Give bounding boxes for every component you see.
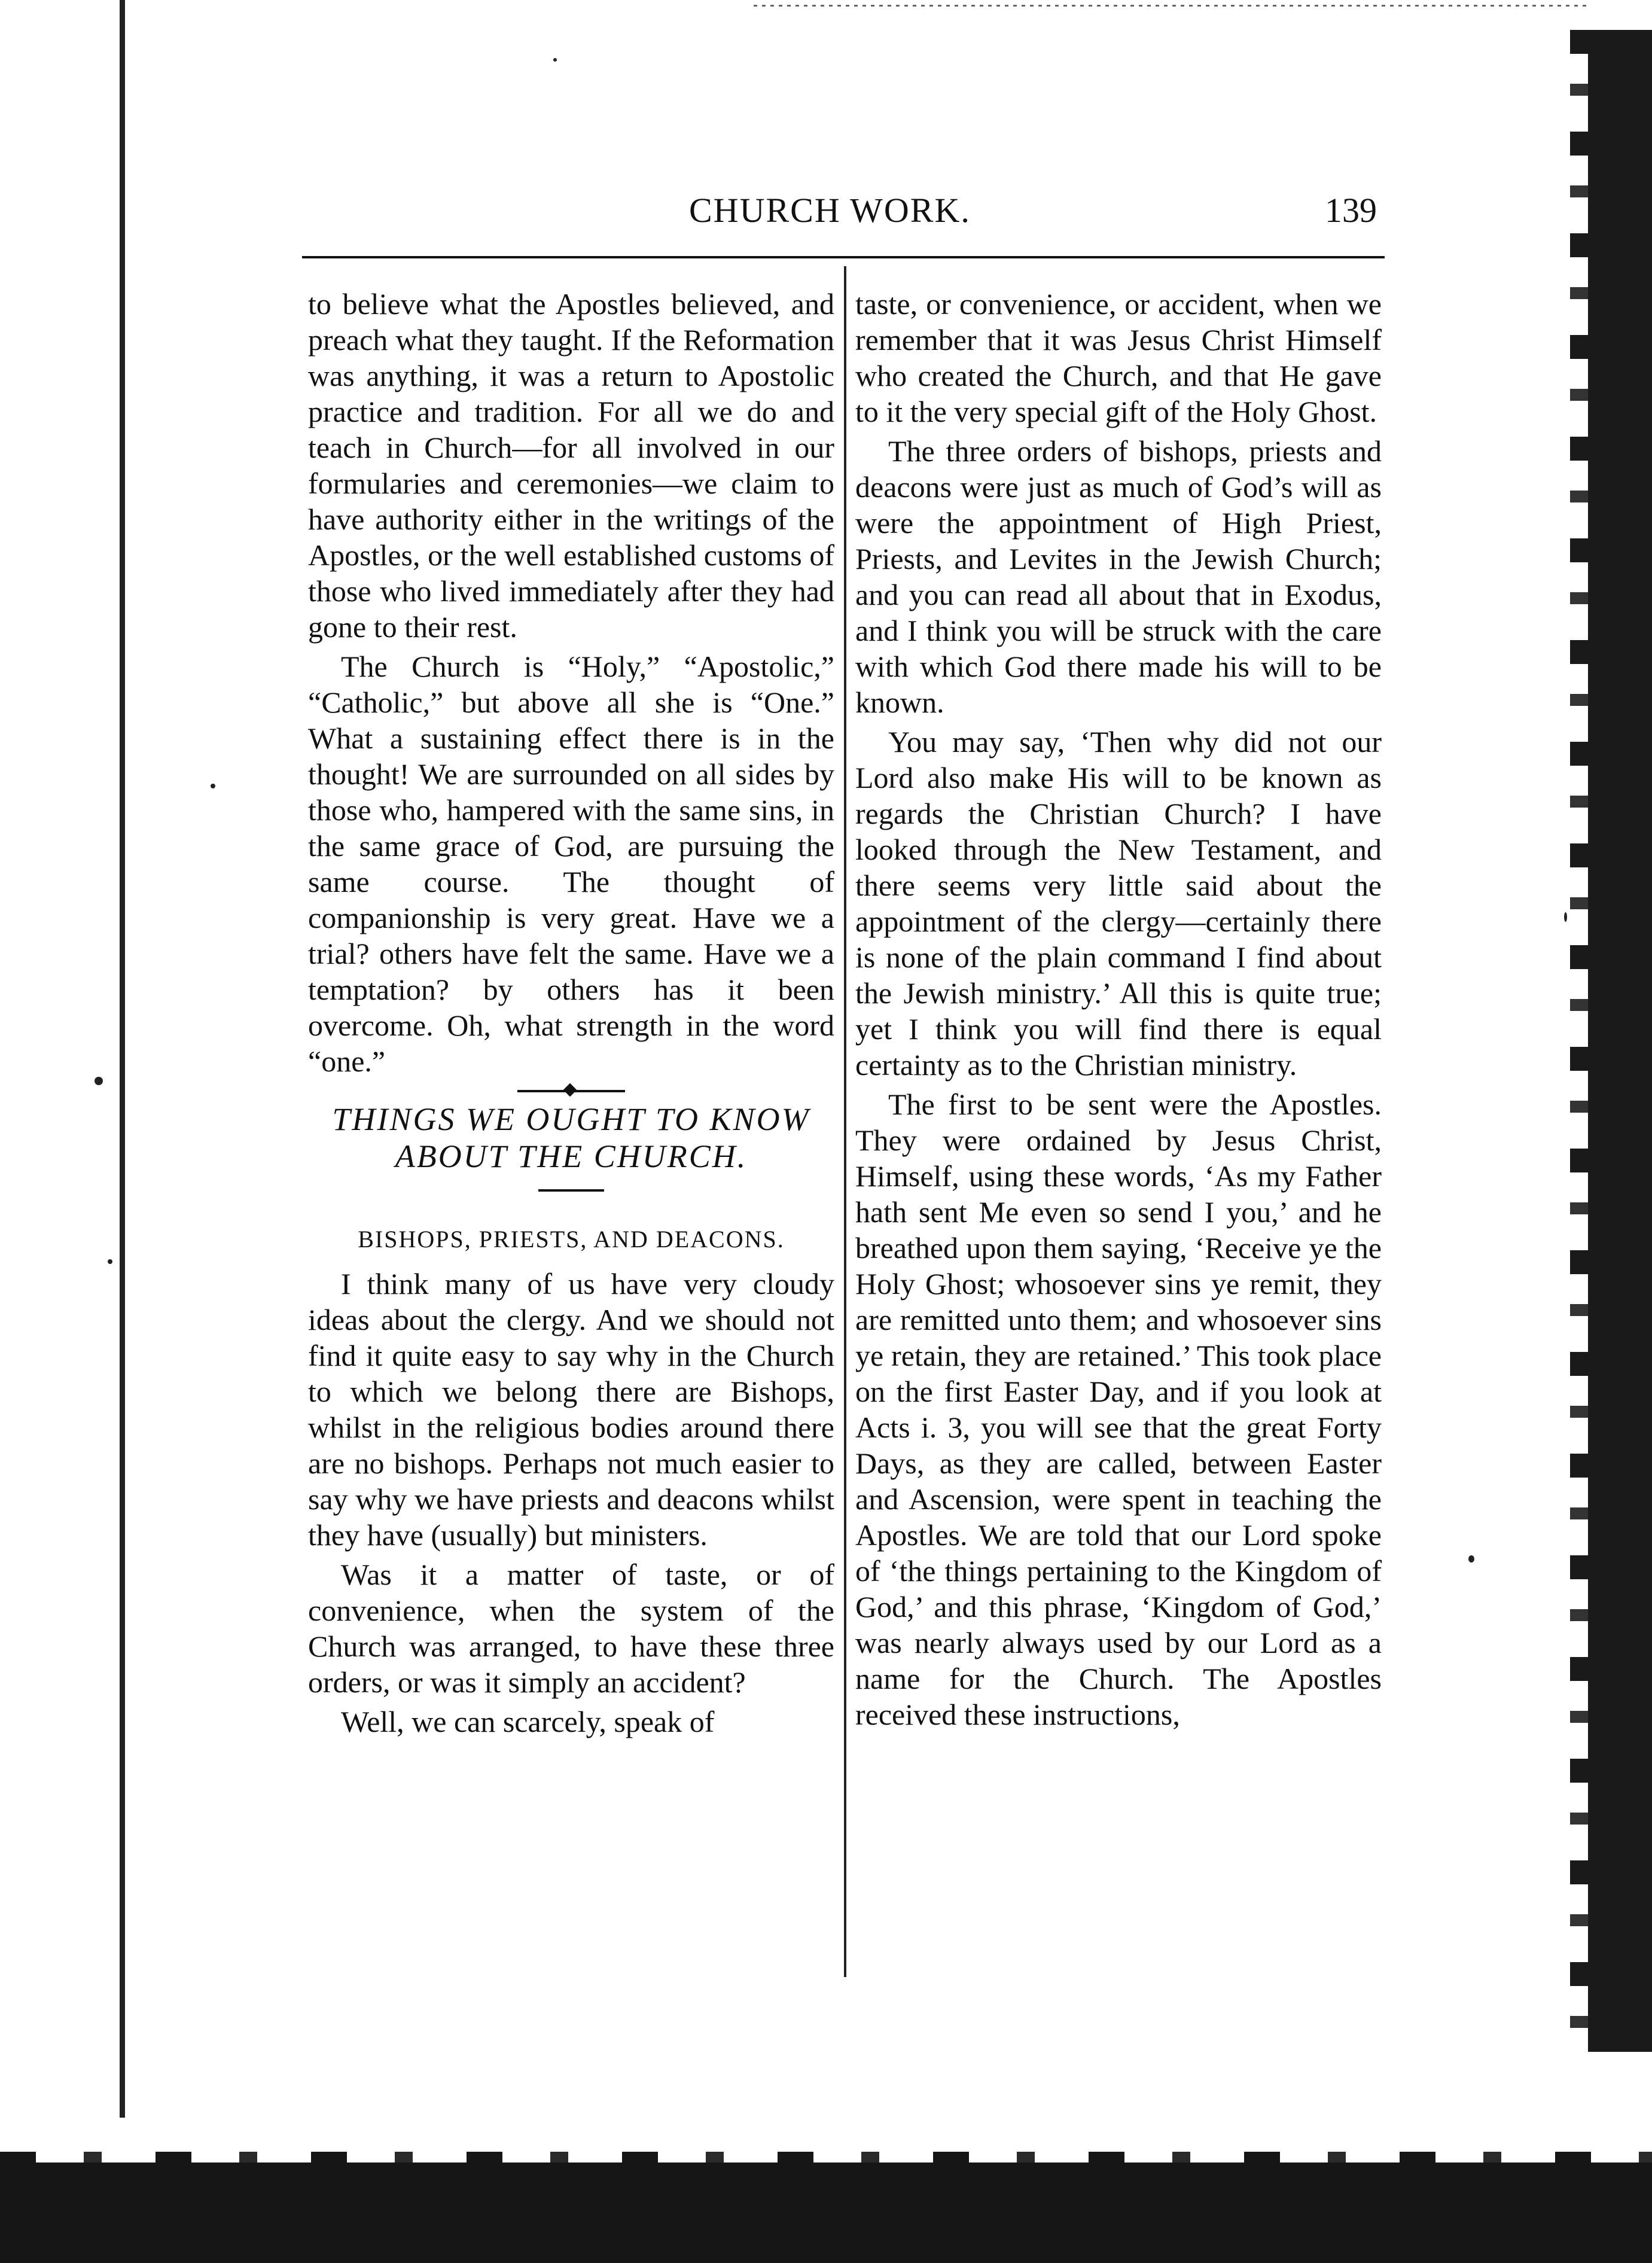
paragraph: taste, or convenience, or accident, when we remember that it was Jesus Christ Himself who created the Church, and that He gave to it the very special gift of the Holy Ghost. <box>855 287 1382 428</box>
scan-speck <box>1468 1555 1474 1563</box>
header-rule <box>302 256 1385 258</box>
running-head: CHURCH WORK. <box>689 191 971 230</box>
scan-speck <box>1564 912 1567 922</box>
scan-speck <box>95 1077 103 1085</box>
paragraph: You may say, ‘Then why did not our Lord also make His will to be known as regards the Christian Church? I have looked through the New Testament, and there seems very little said about the appointment of the clergy—certainly there is none of the plain command I find about the Jewish ministry.’ All this is quite true; yet I think you will find there is equal certainty as to the Christian ministry. <box>855 725 1382 1082</box>
paragraph: I think many of us have very cloudy ideas about the clergy. And we should not find it quite easy to say why in the Church to which we belong there are Bishops, whilst in the religious bodies around there are no bishops. Perhaps not much easier to say why we have priests and deacons whilst they have (usually) but ministers. <box>308 1267 834 1552</box>
paragraph: to believe what the Apostles believed, and preach what they taught. If the Reformation was anything, it was a return to Apostolic practice and tradition. For all we do and teach in Church—for all involved in our formularies and ceremonies—we claim to have authority either in the writings of the Apostles, or the well established customs of those who lived immediately after they had gone to their rest. <box>308 287 834 644</box>
scan-right-margin-shadow <box>1588 30 1652 2052</box>
column-divider <box>844 266 846 1977</box>
scan-bottom-margin-shadow <box>0 2163 1652 2263</box>
paragraph: The Church is “Holy,” “Apostolic,” “Catholic,” but above all she is “One.” What a sustaining effect there is in the thought! We are surrounded on all sides by those who, hampered with the same sins, in the same grace of God, are pursuing the same course. The thought of companionship is very great. Have we a trial? others have felt the same. Have we a temptation? by others has it been overcome. Oh, what strength in the word “one.” <box>308 650 834 1078</box>
section-ornament <box>517 1090 625 1092</box>
section-subheading: BISHOPS, PRIESTS, AND DEACONS. <box>358 1226 785 1253</box>
scan-speck <box>108 1259 112 1264</box>
scan-speck <box>553 58 557 62</box>
paragraph: Well, we can scarcely, speak of <box>341 1705 715 1738</box>
scan-binding-edge <box>120 0 125 2118</box>
left-column <box>308 286 834 1740</box>
section-rule <box>538 1189 604 1192</box>
page-number: 139 <box>1325 191 1377 230</box>
paragraph: The first to be sent were the Apostles. They were ordained by Jesus Christ, Himself, using these words, ‘As my Father hath sent Me even so send I you,’ and he breathed upon them saying, ‘Receive ye the Holy Ghost; whosoever sins ye remit, they are remitted unto them; and whosoever sins ye retain, they are retained.’ This took place on the first Easter Day, and if you look at Acts i. 3, you will see that the great Forty Days, as they are called, between Easter and Ascension, were spent in teaching the Apostles. We are told that our Lord spoke of ‘the things pertaining to the Kingdom of God,’ and this phrase, ‘Kingdom of God,’ was nearly always used by our Lord as a name for the Church. The Apostles received these instructions, <box>855 1088 1382 1731</box>
scan-speck <box>211 784 215 788</box>
paragraph: Was it a matter of taste, or of convenience, when the system of the Church was arranged, to have these three orders, or was it simply an accident? <box>308 1558 834 1699</box>
paragraph: The three orders of bishops, priests and deacons were just as much of God’s will as were the appointment of High Priest, Priests, and Levites in the Jewish Church; and you can read all about that in Exodus, and I think you will be struck with the care with which God there made his will to be known. <box>855 434 1382 719</box>
scan-edge-dots <box>754 5 1591 7</box>
right-column <box>855 286 1382 1732</box>
section-title: THINGS WE OUGHT TO KNOW ABOUT THE CHURCH. <box>332 1101 810 1174</box>
